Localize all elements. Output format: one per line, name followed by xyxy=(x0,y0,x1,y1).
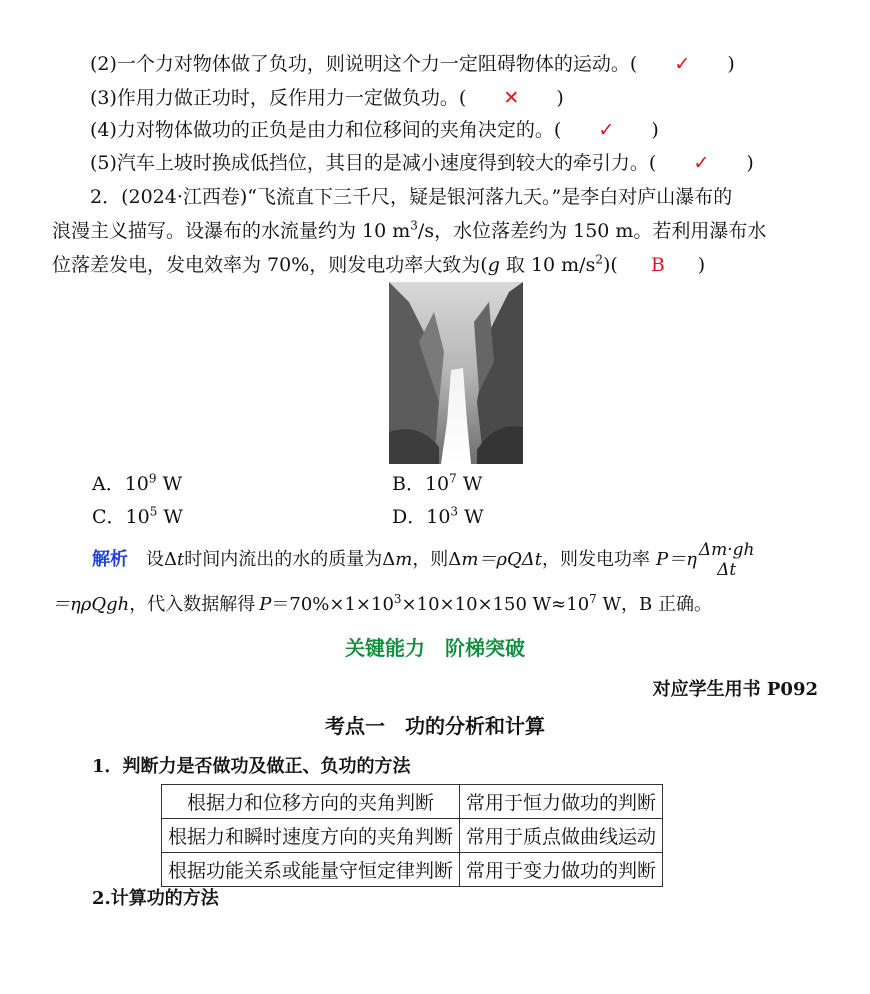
option-exponent: 5 xyxy=(149,504,158,519)
table-row xyxy=(162,819,663,853)
book-reference: 对应学生用书 P092 xyxy=(652,679,818,700)
superscript: 2 xyxy=(595,252,603,267)
check-icon: ✓ xyxy=(598,119,615,141)
point-2-heading: 2.计算功的方法 xyxy=(92,888,219,909)
fraction-numerator: Δm·gh xyxy=(698,540,755,560)
symbol-m: m xyxy=(395,549,413,570)
question-line-1 xyxy=(90,185,732,209)
method-table xyxy=(161,784,663,887)
analysis-text: ，代入数据解得 xyxy=(129,594,256,615)
option-unit: W xyxy=(456,473,483,495)
table-cell: 常用于恒力做功的判断 xyxy=(460,785,663,819)
cross-icon: ✕ xyxy=(503,87,520,109)
statement-text: (5)汽车上坡时换成低挡位，其目的是减小速度得到较大的牵引力。( xyxy=(90,152,657,174)
close-paren: ) xyxy=(651,119,659,141)
option-exponent: 3 xyxy=(450,504,459,519)
check-icon: ✓ xyxy=(693,152,710,174)
table-cell: 常用于变力做功的判断 xyxy=(460,853,663,887)
equation-power: ＝ηρQgh xyxy=(52,594,130,615)
symbol-p: P xyxy=(259,594,272,615)
option-d[interactable] xyxy=(392,505,484,529)
analysis-text: ，则Δ xyxy=(412,549,462,570)
table-cell: 根据力和瞬时速度方向的夹角判断 xyxy=(162,819,460,853)
fraction-denominator: Δt xyxy=(717,560,737,580)
equation-mass: m＝ρQΔt xyxy=(461,549,542,570)
question-text: )( xyxy=(602,254,618,276)
statement-text: (2)一个力对物体做了负功，则说明这个力一定阻碍物体的运动。( xyxy=(90,53,638,75)
superscript: 3 xyxy=(393,592,402,606)
analysis-text: ×10×10×150 W≈10 xyxy=(401,594,590,615)
option-exponent: 9 xyxy=(148,471,157,486)
symbol-t: t xyxy=(177,549,185,570)
waterfall-image xyxy=(389,282,523,464)
check-icon: ✓ xyxy=(674,53,691,75)
table-cell: 根据功能关系或能量守恒定律判断 xyxy=(162,853,460,887)
statement-text: (4)力对物体做功的正负是由力和位移间的夹角决定的。( xyxy=(90,119,562,141)
table-cell: 常用于质点做曲线运动 xyxy=(460,819,663,853)
analysis-line-1 xyxy=(92,538,757,582)
question-text: 浪漫主义描写。设瀑布的水流量约为 10 m xyxy=(52,220,411,242)
option-c[interactable] xyxy=(92,505,183,529)
statement-text: (3)作用力做正功时，反作用力一定做负功。( xyxy=(90,87,467,109)
option-unit: W xyxy=(458,506,484,528)
close-paren: ) xyxy=(556,87,564,109)
statement-3 xyxy=(90,86,564,110)
symbol-g: g xyxy=(487,254,500,276)
question-line-3 xyxy=(52,253,705,277)
analysis-text: W，B 正确。 xyxy=(596,594,712,615)
option-label: A．10 xyxy=(92,473,149,495)
question-text: /s，水位落差约为 150 m。若利用瀑布水 xyxy=(417,220,767,242)
analysis-text: 设Δ xyxy=(146,549,177,570)
analysis-tag: 解析 xyxy=(92,549,128,570)
option-label: C．10 xyxy=(92,506,150,528)
analysis-text: ＝70%×1×10 xyxy=(271,594,394,615)
question-text: 取 10 m/s xyxy=(499,254,596,276)
statement-2 xyxy=(90,52,735,76)
option-unit: W xyxy=(156,473,183,495)
section-title: 关键能力 阶梯突破 xyxy=(345,636,525,660)
close-paren: ) xyxy=(727,53,735,75)
close-paren: ) xyxy=(697,254,706,276)
question-text: 位落差发电，发电效率为 70%，则发电功率大致为( xyxy=(52,254,488,276)
analysis-line-2 xyxy=(52,593,712,617)
question-text: 2．(2024·江西卷)“飞流直下三千尺，疑是银河落九天。”是李白对庐山瀑布的 xyxy=(90,186,733,208)
option-label: D．10 xyxy=(392,506,451,528)
option-a[interactable] xyxy=(92,472,182,496)
statement-4 xyxy=(90,118,659,142)
table-row xyxy=(162,853,663,887)
close-paren: ) xyxy=(746,152,754,174)
table-cell: 根据力和位移方向的夹角判断 xyxy=(162,785,460,819)
superscript: 3 xyxy=(410,218,418,233)
option-b[interactable] xyxy=(392,472,482,496)
waterfall-photo xyxy=(389,282,523,464)
answer-letter: B xyxy=(650,254,665,276)
topic-title: 考点一 功的分析和计算 xyxy=(325,714,545,738)
option-label: B．10 xyxy=(392,473,450,495)
analysis-text: 时间内流出的水的质量为Δ xyxy=(184,549,396,570)
table-row xyxy=(162,785,663,819)
statement-5 xyxy=(90,151,754,175)
option-unit: W xyxy=(157,506,183,528)
superscript: 7 xyxy=(589,592,597,606)
fraction xyxy=(699,540,755,580)
point-1-heading: 1．判断力是否做功及做正、负功的方法 xyxy=(92,756,411,777)
question-line-2 xyxy=(52,219,766,243)
analysis-text: ，则发电功率 xyxy=(541,549,650,570)
option-exponent: 7 xyxy=(449,471,457,486)
equation-power: P＝η xyxy=(655,549,697,570)
